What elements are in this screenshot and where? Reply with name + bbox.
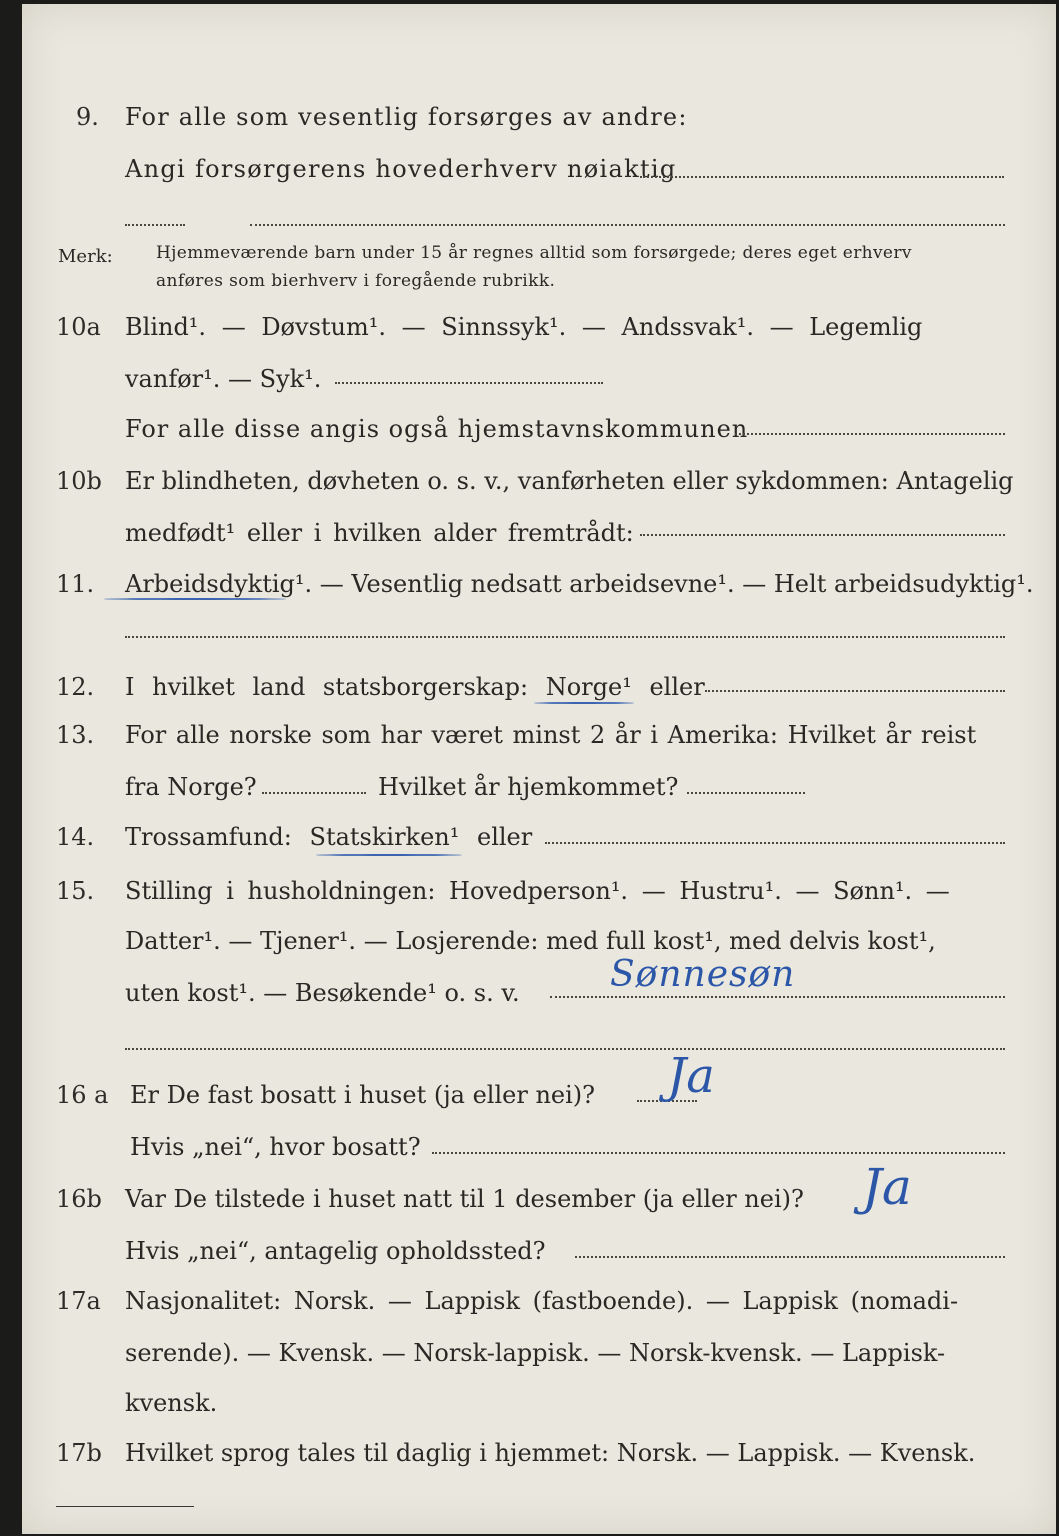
census-form-page — [22, 4, 1056, 1534]
question-14-number: 14. — [56, 823, 95, 851]
handwritten-answer-16b: Ja — [862, 1158, 912, 1216]
question-17b-text: Hvilket sprog tales til daglig i hjemmet: Norsk. — Lappisk. — Kvensk. — [125, 1439, 976, 1467]
answer-line-16a-bosatt[interactable] — [432, 1152, 1005, 1154]
question-10b-text-line2: medfødt¹ eller i hvilken alder fremtrådt: — [125, 519, 634, 547]
question-17a-number: 17a — [56, 1287, 101, 1315]
note-text-line2: anføres som bierhverv i foregående rubrikk. — [156, 271, 556, 291]
handwritten-underline-arbeidsdyktig — [104, 598, 286, 600]
handwritten-answer-16a: Ja — [667, 1048, 715, 1104]
answer-line-10b[interactable] — [640, 534, 1005, 536]
question-15-text-line3: uten kost¹. — Besøkende¹ o. s. v. — [125, 979, 520, 1007]
question-10a-text-line2: vanfør¹. — Syk¹. — [125, 365, 322, 393]
question-17b-number: 17b — [56, 1439, 102, 1467]
answer-line-16b[interactable] — [575, 1256, 1005, 1258]
question-10a-number: 10a — [56, 313, 101, 341]
question-10a-text-line3: For alle disse angis også hjemstavnskommunen — [125, 415, 749, 443]
answer-line-9c[interactable] — [250, 224, 1005, 226]
answer-line-10a-kommune[interactable] — [735, 433, 1005, 435]
question-17a-text: Nasjonalitet: Norsk. — Lappisk (fastboende). — Lappisk (nomadi- — [125, 1287, 959, 1315]
question-9-number: 9. — [76, 103, 99, 131]
handwritten-answer-15: Sønnesøn — [610, 954, 796, 995]
question-10b-text: Er blindheten, døvheten o. s. v., vanførheten eller sykdommen: Antagelig — [125, 467, 1014, 495]
question-9-text: For alle som vesentlig forsørges av andre: — [125, 103, 688, 131]
question-13-text: For alle norske som har været minst 2 år i Amerika: Hvilket år reist — [125, 721, 977, 749]
question-16a-text: Er De fast bosatt i huset (ja eller nei)? — [130, 1081, 596, 1109]
answer-line-14[interactable] — [545, 842, 1005, 844]
answer-line-13-reist[interactable] — [262, 792, 366, 794]
question-16a-number: 16 a — [56, 1081, 109, 1109]
answer-line-13-hjemkommet[interactable] — [687, 792, 805, 794]
question-13-number: 13. — [56, 721, 95, 749]
answer-line-9b[interactable] — [125, 224, 185, 226]
question-17a-text-line3: kvensk. — [125, 1389, 218, 1417]
question-14-text: Trossamfund: Statskirken¹ eller — [125, 823, 533, 851]
footnote-rule — [56, 1506, 194, 1507]
question-16a-text-line2: Hvis „nei“, hvor bosatt? — [130, 1133, 421, 1161]
question-16b-text-line2: Hvis „nei“, antagelig opholdssted? — [125, 1237, 546, 1265]
question-10a-text: Blind¹. — Døvstum¹. — Sinnssyk¹. — Andssvak¹. — Legemlig — [125, 313, 923, 341]
question-16b-number: 16b — [56, 1185, 102, 1213]
answer-line-12[interactable] — [705, 690, 1005, 692]
question-15-text-line2: Datter¹. — Tjener¹. — Losjerende: med full kost¹, med delvis kost¹, — [125, 927, 936, 955]
answer-line-15b[interactable] — [125, 1048, 1005, 1050]
question-16b-text: Var De tilstede i huset natt til 1 desember (ja eller nei)? — [125, 1185, 804, 1213]
answer-line-11[interactable] — [125, 636, 1005, 638]
question-15-number: 15. — [56, 877, 95, 905]
question-15-text: Stilling i husholdningen: Hovedperson¹. — Hustru¹. — Sønn¹. — — [125, 877, 950, 905]
question-9-text-line2: Angi forsørgerens hovederhverv nøiaktig — [125, 155, 677, 183]
question-17a-text-line2: serende). — Kvensk. — Norsk-lappisk. — Norsk-kvensk. — Lappisk- — [125, 1339, 946, 1367]
handwritten-underline-norge — [534, 702, 634, 704]
answer-line-10a[interactable] — [335, 382, 603, 384]
question-11-number: 11. — [56, 570, 95, 598]
question-10b-number: 10b — [56, 467, 102, 495]
answer-line-9[interactable] — [640, 176, 1004, 178]
question-11-text: Arbeidsdyktig¹. — Vesentlig nedsatt arbeidsevne¹. — Helt arbeidsudyktig¹. — [125, 570, 1034, 598]
handwritten-underline-statskirken — [316, 854, 462, 856]
answer-line-15[interactable] — [550, 996, 1005, 998]
question-12-text: I hvilket land statsborgerskap: Norge¹ eller — [125, 673, 705, 701]
note-label: Merk: — [58, 246, 113, 267]
question-12-number: 12. — [56, 673, 95, 701]
question-13-text-hjemkommet: Hvilket år hjemkommet? — [378, 773, 679, 801]
note-text: Hjemmeværende barn under 15 år regnes alltid som forsørgede; deres eget erhverv — [156, 243, 912, 263]
question-13-text-reist: fra Norge? — [125, 773, 257, 801]
